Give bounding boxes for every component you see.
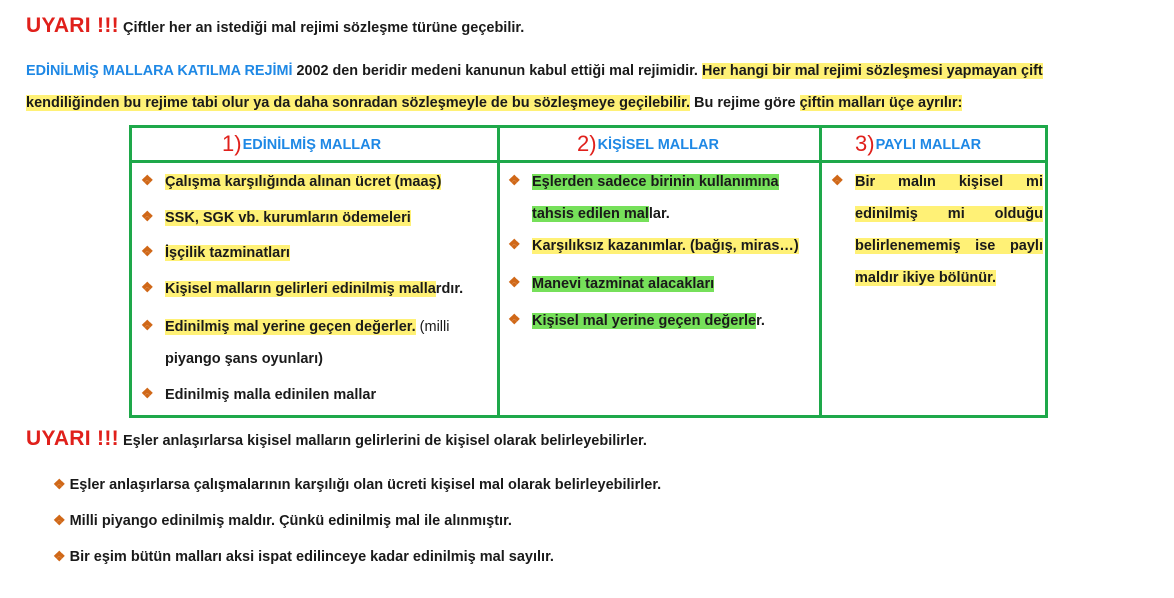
warning-text-2: Eşler anlaşırlarsa kişisel malların gelirlerini de kişisel olarak belirleyebilirler. [122,433,647,449]
list-item: Edinilmiş malla edinilen mallar [165,387,377,403]
diamond-cluster-icon: ❖ [141,279,154,295]
diamond-cluster-icon: ❖ [141,208,154,224]
intro-text-2: Bu rejime göre [694,95,796,111]
warning-title-2: UYARI !!! [26,427,119,450]
header-title-1: EDİNİLMİŞ MALLAR [242,137,382,153]
warning-text-1: Çiftler her an istediği mal rejimi sözleşme türüne geçebilir. [122,20,525,36]
diamond-cluster-icon: ❖ [53,476,66,492]
list-item: Manevi tazminat alacakları [532,276,715,292]
header-title-3: PAYLI MALLAR [875,137,982,153]
diamond-cluster-icon: ❖ [53,512,66,528]
intro-line-2 [26,95,962,111]
list-item: Bir malın kişisel mi [855,174,1043,190]
diamond-cluster-icon: ❖ [508,311,521,327]
header-title-2: KİŞİSEL MALLAR [597,137,719,153]
list-item-continuation: tahsis edilen mallar. [532,206,670,222]
list-item: Karşılıksız kazanımlar. (bağış, miras…) [532,238,799,254]
list-item: ❖ Bir eşim bütün malları aksi ispat edilinceye kadar edinilmiş mal sayılır. [53,548,554,565]
diamond-cluster-icon: ❖ [831,172,844,188]
list-item: SSK, SGK vb. kurumların ödemeleri [165,210,411,226]
diamond-cluster-icon: ❖ [141,385,154,401]
column-divider-2 [819,128,822,415]
intro-text-1: 2002 den beridir medeni kanunun kabul ettiği mal rejimidir. [296,63,698,79]
header-number-1: 1) [222,131,242,156]
list-item-continuation: belirlenememiş ise paylı [855,238,1043,254]
regime-name: EDİNİLMİŞ MALLARA KATILMA REJİMİ [26,63,293,79]
header-number-3: 3) [855,131,875,156]
header-kisisel [577,128,719,160]
diamond-cluster-icon: ❖ [508,172,521,188]
list-item-continuation: maldır ikiye bölünür. [855,270,997,286]
list-item: Kişisel malların gelirleri edinilmiş mallardır. [165,281,464,297]
header-edinilmis [222,128,381,160]
list-item: ❖ Milli piyango edinilmiş maldır. Çünkü edinilmiş mal ile alınmıştır. [53,512,512,529]
diamond-cluster-icon: ❖ [141,172,154,188]
list-item: ❖ Eşler anlaşırlarsa çalışmalarının karşılığı olan ücreti kişisel mal olarak belirleyebilirler. [53,476,662,493]
list-item-continuation: edinilmiş mi olduğu [855,206,1043,222]
diamond-cluster-icon: ❖ [508,274,521,290]
header-payli [855,128,981,160]
diamond-cluster-icon: ❖ [53,548,66,564]
header-number-2: 2) [577,131,597,156]
list-item: Eşlerden sadece birinin kullanımına [532,174,779,190]
intro-highlight-2: çiftin malları üçe ayrılır: [799,95,963,111]
list-item-continuation: piyango şans oyunları) [165,351,323,367]
column-divider-1 [497,128,500,415]
warning-title-1: UYARI !!! [26,14,119,37]
intro-highlight-1b: kendiliğinden bu rejime tabi olur ya da daha sonradan sözleşmeyle de bu sözleşmeye geçilebilir. [26,95,690,111]
list-item: Çalışma karşılığında alınan ücret (maaş) [165,174,442,190]
mal-table [129,125,1048,418]
list-item: Edinilmiş mal yerine geçen değerler. (milli [165,319,450,335]
intro-highlight-1a: Her hangi bir mal rejimi sözleşmesi yapmayan çift [701,63,1043,79]
diamond-cluster-icon: ❖ [508,236,521,252]
warning-line-2 [26,427,647,451]
list-item: Kişisel mal yerine geçen değerler. [532,313,765,329]
intro-line-1 [26,63,1043,79]
diamond-cluster-icon: ❖ [141,243,154,259]
warning-line-1 [26,14,524,38]
list-item: İşçilik tazminatları [165,245,290,261]
diamond-cluster-icon: ❖ [141,317,154,333]
